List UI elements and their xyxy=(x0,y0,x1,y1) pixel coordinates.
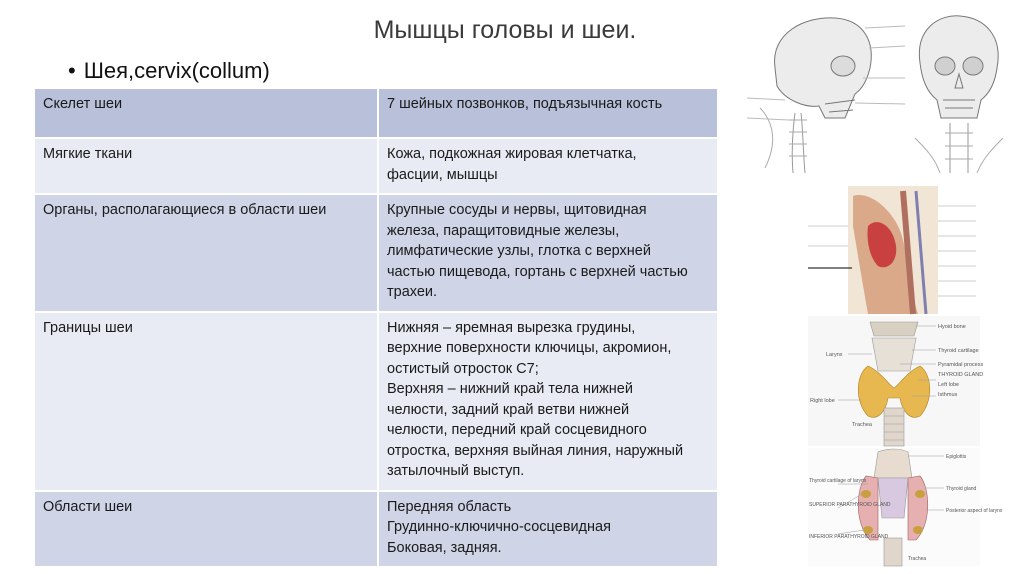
label-isthmus: Isthmus xyxy=(938,392,958,398)
row-name: Мягкие ткани xyxy=(34,138,378,194)
parathyroid-illustration xyxy=(808,448,1003,566)
label-hyoid: Hyoid bone xyxy=(938,324,966,330)
label-trachea: Trachea xyxy=(908,556,927,562)
bullet-item xyxy=(68,58,270,84)
sagittal-section-illustration xyxy=(808,186,980,314)
bullet-dot-icon: • xyxy=(68,58,76,83)
table-row xyxy=(34,491,718,568)
label-trachea: Trachea xyxy=(852,422,872,428)
label-left-lobe: Left lobe xyxy=(938,382,960,388)
neck-info-table xyxy=(33,87,719,568)
row-desc: Нижняя – яремная вырезка грудины, верхние поверхности ключицы, акромион, остистый отросток С7; Верхняя – нижний край тела нижней челюсти, задний край ветви нижней челюсти, передний край сосцевидного отростка, верхняя выйная линия, наружный затылочный выступ. xyxy=(378,312,718,491)
row-desc: Крупные сосуды и нервы, щитовидная железа, паращитовидные железы, лимфатические узлы, глотка с верхней частью пищевода, гортань с верхней частью трахеи. xyxy=(378,194,718,312)
thyroid-gland-illustration xyxy=(808,316,984,446)
table-row xyxy=(34,194,718,312)
label-epiglottis: Epiglottis xyxy=(946,454,967,460)
label-inferior: INFERIOR PARATHYROID GLAND xyxy=(809,534,889,540)
table-row xyxy=(34,88,718,138)
slide-title: Мышцы головы и шеи. xyxy=(373,16,637,44)
row-name: Скелет шеи xyxy=(34,88,378,138)
label-larynx: Larynx xyxy=(826,352,843,358)
row-name: Органы, располагающиеся в области шеи xyxy=(34,194,378,312)
row-name: Области шеи xyxy=(34,491,378,568)
label-thyroid-gland: THYROID GLAND xyxy=(938,372,984,378)
bullet-text: Шея,cervix(collum) xyxy=(83,58,270,83)
skull-illustration xyxy=(745,8,1010,178)
label-thyroid-cartilage: Thyroid cartilage xyxy=(938,348,979,354)
row-desc: Кожа, подкожная жировая клетчатка, фасции, мышцы xyxy=(378,138,718,194)
table-row xyxy=(34,312,718,491)
label-superior: SUPERIOR PARATHYROID GLAND xyxy=(809,502,891,508)
row-desc: Передняя область Грудинно-ключично-сосцевидная Боковая, задняя. xyxy=(378,491,718,568)
label-thyroid-gland: Thyroid gland xyxy=(946,486,977,492)
row-desc: 7 шейных позвонков, подъязычная кость xyxy=(378,88,718,138)
table-row xyxy=(34,138,718,194)
label-thyroid-cartilage: Thyroid cartilage of larynx xyxy=(809,478,867,484)
label-pyramidal: Pyramidal process xyxy=(938,362,984,368)
label-posterior: Posterior aspect of larynx xyxy=(946,508,1003,514)
label-right-lobe: Right lobe xyxy=(810,398,835,404)
row-name: Границы шеи xyxy=(34,312,378,491)
